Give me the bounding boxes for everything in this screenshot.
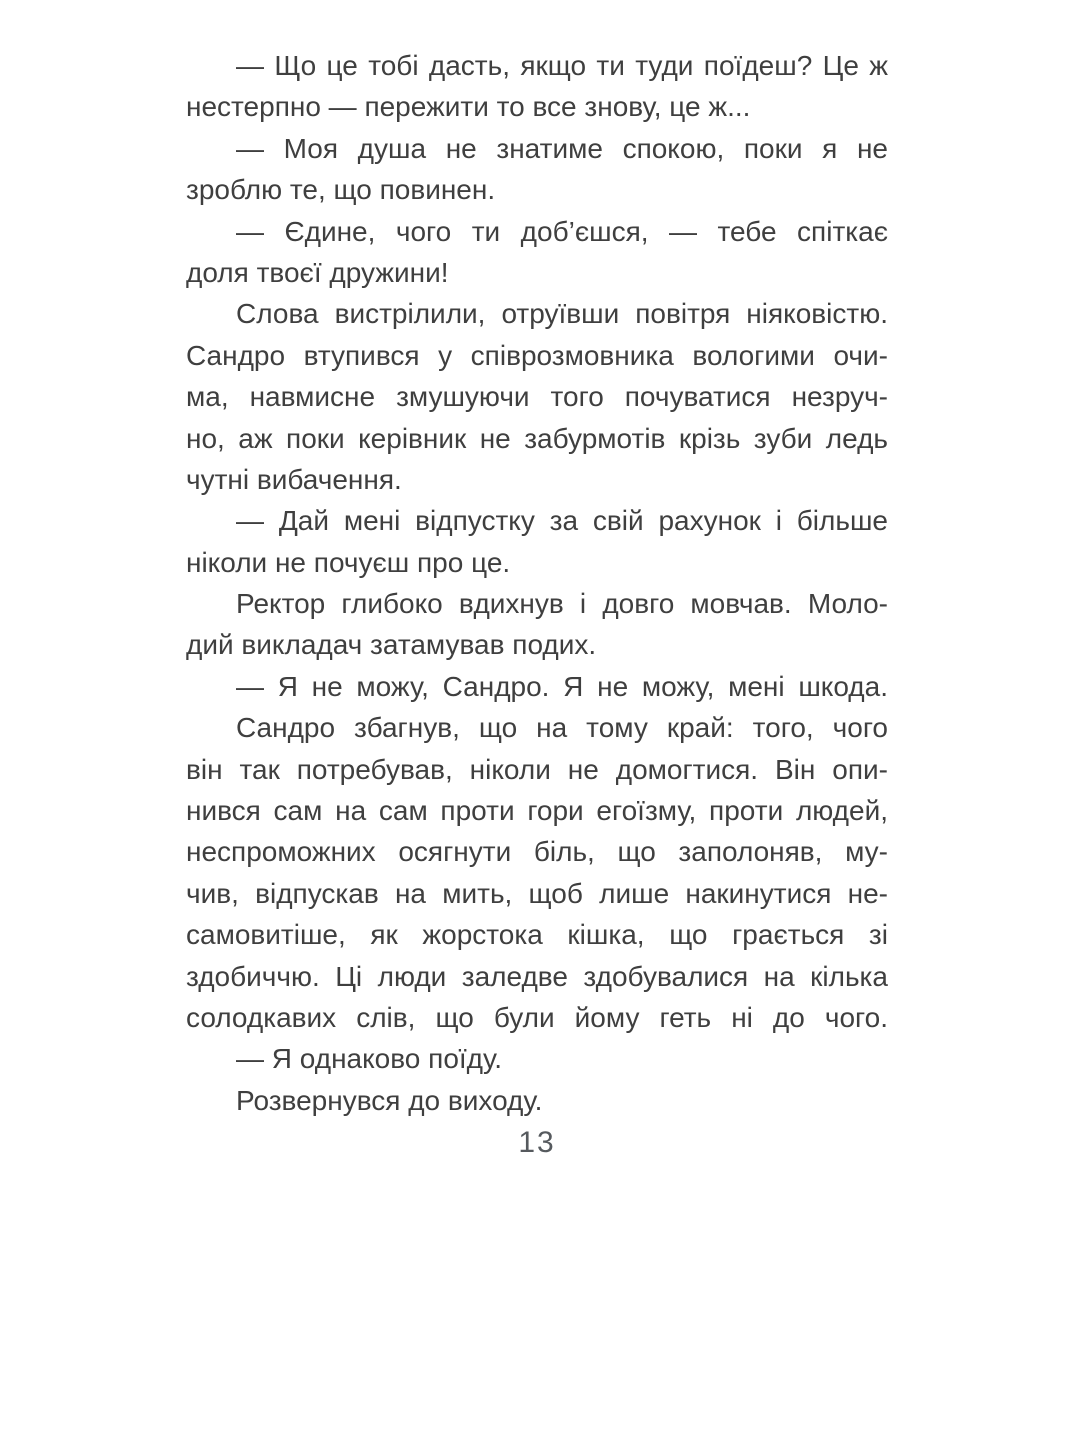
text-line: — Що це тобі дасть, якщо ти туди поїдеш? Це ж xyxy=(236,50,888,81)
text-line: Ректор глибоко вдихнув і довго мовчав. Моло- xyxy=(236,588,888,620)
text-line: Розвернувся до виходу. xyxy=(236,1084,543,1116)
text-line: Сандро збагнув, що на тому край: того, чого xyxy=(236,712,888,744)
text-line: здобиччю. Ці люди заледве здобувалися на кілька xyxy=(186,960,888,992)
text-line: солодкавих слів, що були йому геть ні до чого. xyxy=(186,1001,888,1033)
text-line: но, аж поки керівник не забурмотів крізь зуби ледь xyxy=(186,422,888,454)
text-line: — Моя душа не знатиме спокою, поки я не xyxy=(236,132,888,164)
text-line: — Єдине, чого ти доб’єшся, — тебе спіткає xyxy=(236,215,888,247)
text-line: він так потребував, ніколи не домогтися. Він опи- xyxy=(186,753,888,785)
text-line: дий викладач затамував подих. xyxy=(186,629,597,661)
text-line: зроблю те, що повинен. xyxy=(186,174,496,206)
text-line: — Я не можу, Сандро. Я не можу, мені шкода. xyxy=(236,670,888,702)
text-line: — Я однаково поїду. xyxy=(236,1043,502,1075)
text-line: чив, відпускав на мить, щоб лише накинутися не- xyxy=(186,877,888,909)
text-line: ніколи не почуєш про це. xyxy=(186,546,511,578)
text-line: — Дай мені відпустку за свій рахунок і більше xyxy=(236,505,888,537)
text-line: ма, навмисне змушуючи того почуватися незруч- xyxy=(186,381,888,413)
text-line: доля твоєї дружини! xyxy=(186,256,449,288)
text-line: Слова вистрілили, отруївши повітря ніяковістю. xyxy=(236,298,888,330)
text-line: Сандро втупився у співрозмовника вологими очи- xyxy=(186,339,888,371)
text-line: чутні вибачення. xyxy=(186,463,402,495)
text-line: нився сам на сам проти гори егоїзму, проти людей, xyxy=(186,795,888,827)
page-number: 13 xyxy=(518,1126,556,1159)
text-line: неспроможних осягнути біль, що заполоняв, му- xyxy=(186,836,888,868)
page-text xyxy=(186,45,888,1121)
text-line: нестерпно — пережити то все знову, це ж... xyxy=(186,91,751,123)
text-line: самовитіше, як жорстока кішка, що грається зі xyxy=(186,919,888,951)
